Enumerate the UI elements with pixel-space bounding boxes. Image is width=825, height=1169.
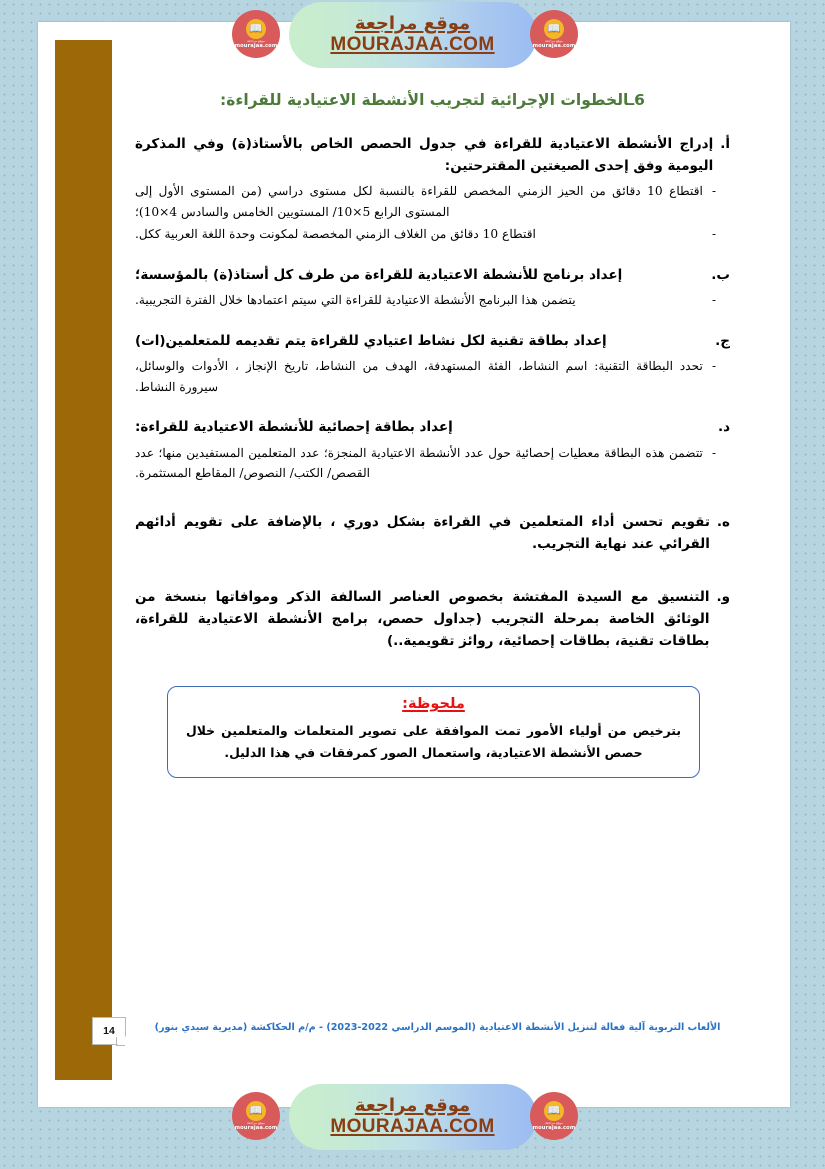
list-item xyxy=(135,264,730,286)
item-text: تقويم تحسن أداء المتعلمين في القراءة بشكل دوري ، بالإضافة على تقويم أدائهم القرائي عند نهاية التجريب. xyxy=(135,514,710,553)
book-glyph: 📖 xyxy=(547,22,561,36)
promo-url-label: MOURAJAA.COM xyxy=(330,33,495,55)
logo-arabic-caption: موقع مراجعة xyxy=(545,1120,563,1125)
page-content xyxy=(135,90,730,778)
mourajaa-logo-icon-secondary xyxy=(530,10,578,58)
document-page xyxy=(38,22,790,1107)
logo-arabic-caption: موقع مراجعة xyxy=(545,38,563,43)
bullet-dash-icon: - xyxy=(711,358,716,373)
sub-item-text: اقتطاع 10 دقائق من الحيز الزمني المخصص للقراءة بالنسبة لكل مستوى دراسي (من المستوى الأول إلى المستوى الرابع 5×10/ المستويين الخامس والسادس 4×10)؛ xyxy=(135,184,703,220)
logo-arabic-caption: موقع مراجعة xyxy=(247,38,265,43)
logo-url-caption: mourajaa.com xyxy=(532,42,576,49)
spacer xyxy=(135,312,730,330)
list-item xyxy=(135,330,730,352)
mourajaa-logo-icon xyxy=(232,1092,280,1140)
sub-list-item xyxy=(135,290,730,311)
book-icon xyxy=(246,1101,266,1121)
promo-pill-bottom[interactable] xyxy=(289,1084,537,1150)
bullet-dash-icon: - xyxy=(711,184,716,199)
sub-item-text: يتضمن هذا البرنامج الأنشطة الاعتيادية للقراءة التي سيتم اعتمادها خلال الفترة التجريبية. xyxy=(135,292,576,307)
page-footer xyxy=(38,1017,790,1051)
book-glyph: 📖 xyxy=(249,1104,263,1118)
logo-url-caption: mourajaa.com xyxy=(234,42,278,49)
list-item xyxy=(135,416,730,438)
decorative-side-bar xyxy=(55,40,112,1080)
page-number-badge: 14 xyxy=(92,1017,126,1045)
mourajaa-logo-icon-secondary xyxy=(530,1092,578,1140)
book-glyph: 📖 xyxy=(249,22,263,36)
item-text: إدراج الأنشطة الاعتيادية للقراءة في جدول الحصص الخاص بالأستاذ(ة) وفي المذكرة اليومية وفق إحدى الصيغتين المقترحتين: xyxy=(135,135,714,175)
page-title: 6ـالخطوات الإجرائية لتجريب الأنشطة الاعتيادية للقراءة: xyxy=(220,91,645,109)
book-glyph: 📖 xyxy=(547,1104,561,1118)
sub-item-text: اقتطاع 10 دقائق من الغلاف الزمني المخصصة لمكونت وحدة اللغة العربية ككل. xyxy=(135,226,536,241)
bullet-dash-icon: - xyxy=(711,292,716,307)
sub-item-text: تتضمن هذه البطاقة معطيات إحصائية حول عدد الأنشطة الاعتيادية المنجزة؛ عدد المتعلمين المستفيدين منها؛ عدد القصص/ الكتب/ النصوص/ المقاطع المستثمرة. xyxy=(135,445,703,481)
list-item xyxy=(135,511,730,556)
spacer xyxy=(135,398,730,416)
logo-url-caption: mourajaa.com xyxy=(234,1124,278,1131)
promo-arabic-label: موقع مراجعة xyxy=(354,13,471,35)
spacer xyxy=(135,560,730,586)
bullet-dash-icon: - xyxy=(711,445,716,460)
item-marker: ج. xyxy=(715,332,730,349)
promo-url-label: MOURAJAA.COM xyxy=(330,1115,495,1137)
item-text: إعداد برنامج للأنشطة الاعتيادية للقراءة من طرف كل أستاذ(ة) بالمؤسسة؛ xyxy=(135,266,623,283)
note-body: بترخيص من أولياء الأمور تمت الموافقة على تصوير المتعلمات والمتعلمين خلال حصص الأنشطة الاعتيادية، واستعمال الصور كمرفقات في هذا الدليل. xyxy=(186,723,681,760)
spacer xyxy=(135,485,730,511)
list-item xyxy=(135,133,730,178)
sub-list-item xyxy=(135,443,730,484)
book-icon xyxy=(544,1101,564,1121)
item-marker: ب. xyxy=(711,266,730,283)
item-marker: أ. xyxy=(720,135,730,152)
bullet-dash-icon: - xyxy=(711,226,716,241)
item-text: التنسيق مع السيدة المفتشة بخصوص العناصر السالفة الذكر وموافاتها بنسخة من الوثائق الخاصة بمرحلة التجريب (جداول حصص، برامج الأنشطة الاعتيادية للقراءة، بطاقات تقنية، بطاقات إحصائية، روائز تقويمية..) xyxy=(135,588,710,650)
sub-list-item xyxy=(135,181,730,222)
item-marker: د. xyxy=(717,419,730,436)
spacer xyxy=(135,246,730,264)
item-marker: ه. xyxy=(716,514,730,531)
item-text: إعداد بطاقة إحصائية للأنشطة الاعتيادية للقراءة: xyxy=(135,419,453,436)
sub-list-item xyxy=(135,356,730,397)
list-item xyxy=(135,586,730,653)
sub-item-text: تحدد البطاقة التقنية: اسم النشاط، الفئة المستهدفة، الهدف من النشاط، تاريخ الإنجاز ، الأدوات والوسائل، سيرورة النشاط. xyxy=(135,358,703,394)
mourajaa-logo-icon xyxy=(232,10,280,58)
logo-url-caption: mourajaa.com xyxy=(532,1124,576,1131)
promo-pill-top[interactable] xyxy=(289,2,537,68)
note-title: ملحوظة: xyxy=(402,696,465,713)
logo-arabic-caption: موقع مراجعة xyxy=(247,1120,265,1125)
note-callout xyxy=(167,686,700,777)
book-icon xyxy=(544,19,564,39)
item-marker: و. xyxy=(716,588,730,605)
sub-list-item xyxy=(135,224,730,245)
book-icon xyxy=(246,19,266,39)
promo-arabic-label: موقع مراجعة xyxy=(354,1095,471,1117)
footer-note: الألعاب التربوية آلية فعالة لتنزيل الأنشطة الاعتيادية (الموسم الدراسي 2022-2023) - م/م الحكاكشة (مديرية سيدي بنور) xyxy=(154,1022,721,1033)
item-text: إعداد بطاقة تقنية لكل نشاط اعتيادي للقراءة يتم تقديمه للمتعلمين(ات) xyxy=(135,332,607,349)
